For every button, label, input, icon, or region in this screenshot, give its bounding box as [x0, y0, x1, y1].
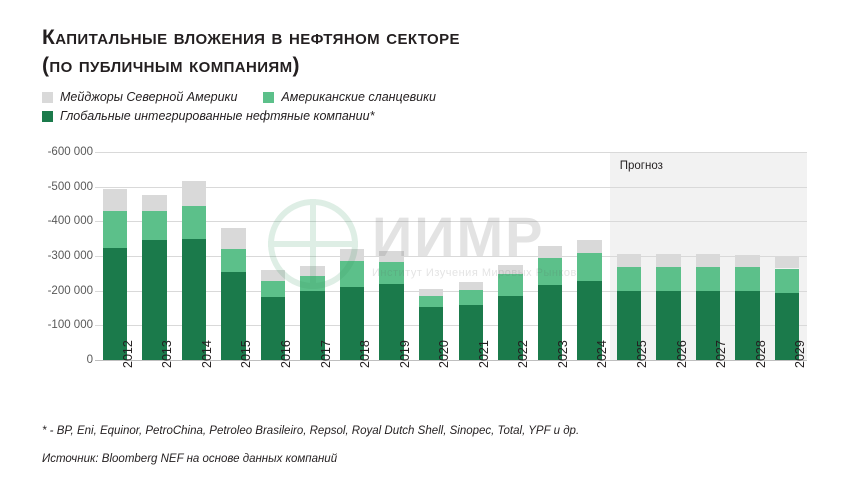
bar-segment — [538, 258, 563, 285]
title-line-1: Капитальные вложения в нефтяном секторе — [42, 26, 460, 49]
bar-segment — [182, 206, 207, 239]
legend-item-shale — [263, 90, 436, 104]
watermark-title: ИИМР — [372, 205, 545, 268]
bar-segment — [459, 290, 484, 306]
bar-segment — [300, 266, 325, 275]
footnote-companies: * - BP, Eni, Equinor, PetroChina, Petroleo Brasileiro, Repsol, Royal Dutch Shell, Sinopec, Total, YPF и др. — [42, 425, 580, 437]
bar-segment — [617, 267, 642, 291]
x-tick-label: 2014 — [199, 340, 214, 368]
y-tick-label: 0 — [86, 354, 93, 366]
bar-segment — [379, 262, 404, 285]
x-tick-label: 2023 — [555, 340, 570, 368]
legend-swatch-icon — [42, 92, 53, 103]
x-tick-label: 2024 — [595, 340, 610, 368]
forecast-label: Прогноз — [619, 160, 663, 172]
bar-segment — [103, 189, 128, 210]
bar-segment — [419, 289, 444, 296]
bar-group — [103, 152, 128, 360]
bar-segment — [538, 246, 563, 258]
y-tick-label: -500 000 — [47, 180, 93, 193]
y-tick-label: -100 000 — [47, 319, 93, 332]
bar-group — [498, 152, 523, 360]
y-tick-label: -300 000 — [47, 250, 93, 262]
x-tick-label: 2026 — [674, 340, 689, 368]
bar-group — [142, 152, 167, 360]
bar-segment — [617, 254, 642, 267]
bar-segment — [498, 265, 523, 275]
bar-segment — [419, 296, 444, 307]
bar-segment — [221, 249, 246, 271]
bar-group — [182, 152, 207, 360]
x-tick-label: 2025 — [635, 340, 649, 368]
bar-segment — [142, 211, 167, 241]
bar-segment — [459, 282, 484, 290]
x-tick-label: 2021 — [476, 340, 491, 368]
x-tick-label: 2029 — [793, 340, 808, 368]
legend-row-top — [42, 90, 822, 104]
chart-legend — [42, 90, 822, 128]
legend-row-bottom — [42, 109, 822, 123]
x-tick-label: 2018 — [358, 340, 373, 368]
x-tick-label: 2015 — [239, 340, 254, 368]
bar-group — [261, 152, 286, 360]
bar-segment — [142, 195, 167, 211]
x-tick-label: 2019 — [397, 340, 412, 368]
bar-group — [419, 152, 444, 360]
bar-segment — [261, 270, 286, 281]
bar-segment — [103, 211, 128, 248]
bar-group — [340, 152, 365, 360]
bar-segment — [696, 254, 721, 267]
title-line-2: (по публичным компаниям) — [42, 54, 300, 77]
x-tick-label: 2012 — [120, 340, 135, 368]
legend-label-majors-na: Мейджоры Северной Америки — [60, 90, 238, 104]
bar-group — [617, 152, 642, 360]
bar-segment — [577, 240, 602, 253]
x-tick-label: 2022 — [516, 340, 531, 368]
bar-segment — [340, 249, 365, 260]
legend-swatch-icon — [42, 111, 53, 122]
bar-segment — [577, 253, 602, 281]
x-tick-label: 2017 — [318, 340, 333, 368]
bar-group — [379, 152, 404, 360]
y-tick-label: -600 000 — [47, 146, 93, 158]
bar-segment — [498, 274, 523, 295]
bar-segment — [735, 255, 760, 267]
bar-segment — [775, 257, 800, 269]
legend-item-global-integrated — [42, 109, 374, 123]
page-title — [42, 24, 802, 80]
x-tick-label: 2020 — [437, 340, 452, 368]
legend-label-shale: Американские сланцевики — [281, 90, 436, 104]
plot-area — [47, 146, 808, 368]
bar-group — [221, 152, 246, 360]
bar-group — [300, 152, 325, 360]
bar-segment — [182, 181, 207, 206]
y-tick-label: -200 000 — [47, 284, 93, 297]
legend-swatch-icon — [263, 92, 274, 103]
footnote-source: Источник: Bloomberg NEF на основе данных компаний — [42, 453, 338, 465]
legend-label-global-integrated: Глобальные интегрированные нефтяные компании* — [60, 109, 375, 123]
y-tick-label: -400 000 — [47, 215, 93, 228]
bar-segment — [340, 261, 365, 287]
bar-group — [577, 152, 602, 360]
x-tick-label: 2016 — [279, 340, 293, 368]
bar-segment — [656, 267, 681, 290]
legend-item-majors-na — [42, 90, 237, 104]
bar-segment — [300, 276, 325, 292]
x-tick-label: 2028 — [753, 340, 768, 368]
bar-group — [775, 152, 800, 360]
bar-segment — [656, 254, 681, 267]
bar-series — [95, 152, 807, 360]
bar-group — [459, 152, 484, 360]
bar-segment — [379, 251, 404, 262]
bar-segment — [221, 228, 246, 249]
x-tick-label: 2013 — [160, 340, 175, 368]
bar-group — [538, 152, 563, 360]
bar-segment — [261, 281, 286, 297]
x-tick-label: 2027 — [714, 340, 729, 368]
bar-group — [735, 152, 760, 360]
bar-group — [696, 152, 721, 360]
watermark-subtitle: Институт Изучения Мировых Рынков — [372, 267, 577, 279]
bar-segment — [775, 269, 800, 294]
bar-segment — [735, 267, 760, 291]
bar-group — [656, 152, 681, 360]
bar-segment — [696, 267, 721, 291]
